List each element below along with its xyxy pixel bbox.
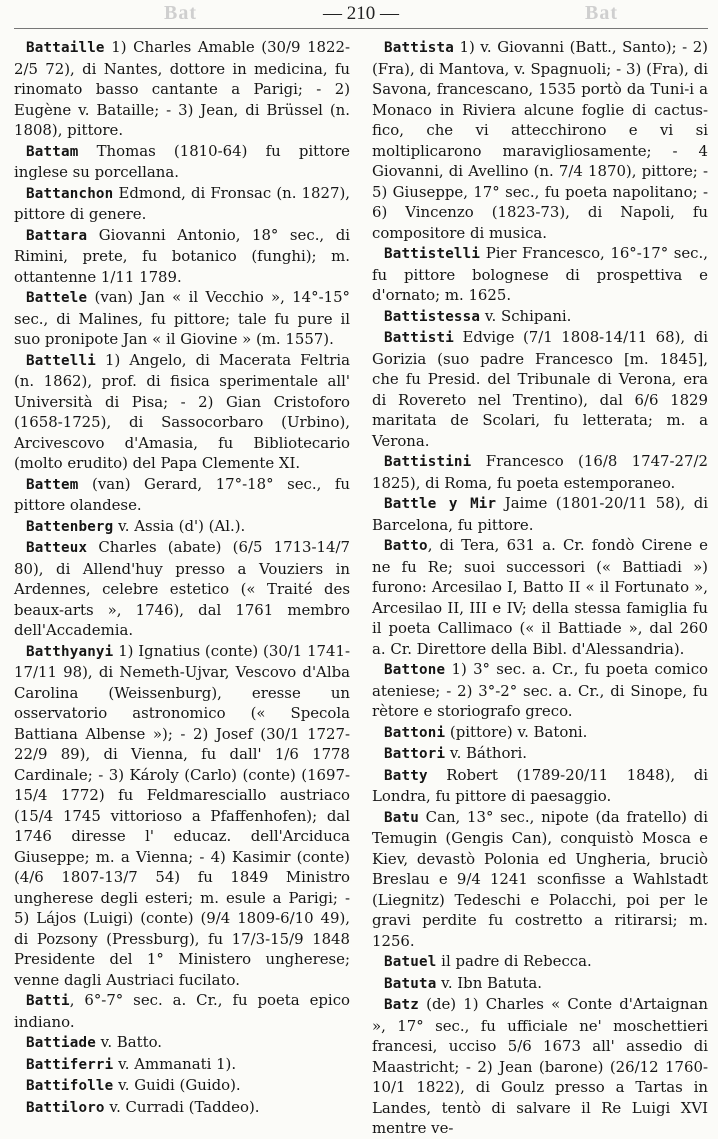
- dictionary-entry: [14, 1097, 350, 1119]
- entry-text: Jaime (1801-20/11 58), di Barcelona, fu pittore.: [372, 494, 708, 534]
- dictionary-entry: [372, 951, 708, 973]
- entry-text: 1) Ignatius (conte) (30/1 1741-17/11 98), di Nemeth-Ujvar, Vescovo d'Alba Carolina (Weissenburg), eresse un osservatorio astronomico (« Specola Battiana Albense »); - 2) Josef (30/1 1727-22/9 89), di Vienna, fu dall' 1/6 1778 Cardinale; - 3) Károly (Carlo) (conte) (1697-15/4 1772) fu Feldmaresciallo austriaco (15/4 1745 vittorioso a Pfaffenhofen); dal 1746 diresse l' educaz. dell'Arciduca Giuseppe; m. a Vienna; - 4) Kasimir (conte) (4/6 1807-13/7 54) fu 1849 Ministro ungherese degli esteri; m. esule a Parigi; - 5) Lájos (Luigi) (conte) (9/4 1809-6/10 49), di Pozsony (Pressburg), fu 17/3-15/9 1848 Presidente del 1° Ministero ungherese; venne dagli Austriaci fucilato.: [14, 641, 350, 989]
- dictionary-entry: [372, 973, 708, 995]
- dictionary-entry: [14, 1054, 350, 1076]
- entry-headword: Battiloro: [26, 1099, 105, 1116]
- header-left-word: Bat: [164, 2, 197, 24]
- entry-text: 1) Charles Amable (30/9 1822-2/5 72), di Nantes, dottore in medicina, fu rinomato basso cantante a Parigi; - 2) Eugène v. Bataille; - 3) Jean, di Brüssel (n. 1808), pittore.: [14, 38, 350, 139]
- dictionary-entry: [14, 537, 350, 641]
- page-header: [14, 0, 708, 29]
- entry-headword: Batuel: [384, 954, 437, 970]
- left-column: [14, 37, 350, 1139]
- dictionary-entry: [14, 225, 350, 288]
- entry-headword: Battam: [26, 143, 79, 160]
- entry-headword: Batthyanyi: [26, 643, 114, 660]
- dictionary-entry: [372, 535, 708, 659]
- dictionary-entry: [372, 807, 708, 952]
- entry-headword: Battistini: [384, 454, 472, 470]
- entry-headword: Battiade: [26, 1035, 96, 1051]
- entry-text: , 6°-7° sec. a. Cr., fu poeta epico indiano.: [14, 991, 350, 1031]
- entry-headword: Batteux: [26, 540, 88, 556]
- entry-headword: Battele: [26, 290, 88, 306]
- entry-headword: Battone: [384, 662, 446, 678]
- dictionary-entry: [14, 516, 350, 538]
- entry-headword: Battiferri: [26, 1056, 114, 1073]
- entry-text: v. Schipani.: [480, 306, 572, 325]
- entry-text: Pier Francesco, 16°-17° sec., fu pittore bolognese di prospettiva e d'ornato; m. 1625.: [372, 244, 708, 304]
- right-column: [372, 37, 708, 1139]
- entry-text: Can, 13° sec., nipote (da fratello) di Temugin (Gengis Can), conquistò Mosca e Kiev, devastò Polonia ed Ungheria, bruciò Breslau e 9/4 1241 sconfisse a Wahlstadt (Liegnitz) Tedeschi e Polacchi, poi per le gravi perdite fu costretto a ritirarsi; m. 1256.: [372, 807, 708, 950]
- entry-text: v. Batto.: [95, 1033, 163, 1051]
- dictionary-entry: [14, 183, 350, 225]
- entry-text: Charles (abate) (6/5 1713-14/7 80), di Allend'huy presso a Vouziers in Ardennes, celebre estetico (« Traité des beaux-arts », 1746), dal 1761 membro dell'Accademia.: [14, 538, 350, 639]
- entry-headword: Battoni: [384, 724, 446, 741]
- entry-headword: Battanchon: [26, 185, 114, 202]
- entry-text: 1) v. Giovanni (Batt., Santo); - 2) (Fra), di Mantova, v. Spagnuoli; - 3) (Fra), di Savona, francescano, 1535 portò da Tuni-i a Monaco in Riviera alcune foglie di cactus-fico, che vi attecchirono e vi si moltiplicarono maravigliosamente; - 4 Giovanni, di Avellino (n. 7/4 1870), pittore; - 5) Giuseppe, 17° sec., fu poeta napolitano; - 6) Vincenzo (1823-73), di Napoli, fu compositore di musica.: [372, 38, 708, 242]
- entry-headword: Battelli: [26, 352, 96, 369]
- entry-text: il padre di Rebecca.: [436, 952, 592, 970]
- dictionary-entry: [372, 994, 708, 1139]
- entry-headword: Battenberg: [26, 518, 114, 535]
- entry-text: (pittore) v. Batoni.: [445, 722, 588, 741]
- entry-headword: Batty: [384, 767, 428, 784]
- dictionary-entry: [14, 641, 350, 991]
- entry-text: , di Tera, 631 a. Cr. fondò Cirene e ne fu Re; suoi successori (« Battiadi ») furono: Arcesilao I, Batto II « il Fortunato », Arcesilao II, III e IV; della stessa famiglia fu il poeta Callimaco (« il Battiade », dal 260 a. Cr. Direttore della Bibl. d'Alessandria).: [372, 536, 708, 658]
- entry-headword: Batto: [384, 538, 428, 554]
- entry-text: Edvige (7/1 1808-14/11 68), di Gorizia (suo padre Francesco [m. 1845], che fu Presid. del Tribunale di Verona, era di Rovereto nel Trentino), dal 6/6 1829 maritata de Scolari, fu letterata; m. a Verona.: [372, 328, 708, 450]
- entry-headword: Batu: [384, 809, 419, 826]
- entry-headword: Battistessa: [384, 308, 481, 325]
- dictionary-entry: [372, 659, 708, 722]
- entry-text: Edmond, di Fronsac (n. 1827), pittore di genere.: [14, 183, 350, 223]
- dictionary-entry: [14, 287, 350, 350]
- text-columns: [14, 37, 708, 1139]
- entry-text: Giovanni Antonio, 18° sec., di Rimini, prete, fu botanico (funghi); m. ottantenne 1/11 1789.: [14, 225, 350, 286]
- entry-text: v. Ibn Batuta.: [436, 973, 543, 992]
- page-number: — 210 —: [323, 3, 399, 24]
- entry-text: Robert (1789-20/11 1848), di Londra, fu pittore di paesaggio.: [372, 765, 708, 805]
- dictionary-entry: [372, 306, 708, 328]
- entry-headword: Battisti: [384, 330, 454, 346]
- dictionary-entry: [14, 1032, 350, 1054]
- dictionary-entry: [14, 37, 350, 141]
- dictionary-entry: [14, 1075, 350, 1097]
- dictionary-entry: [372, 243, 708, 306]
- entry-text: v. Báthori.: [445, 744, 528, 762]
- entry-text: 1) Angelo, di Macerata Feltria (n. 1862), prof. di fisica sperimentale all' Università di Pisa; - 2) Gian Cristoforo (1658-1725), di Sassocorbaro (Urbino), Arcivescovo d'Amasia, fu Bibliotecario (molto erudito) del Papa Clemente XI.: [14, 350, 350, 472]
- dictionary-entry: [14, 350, 350, 474]
- entry-headword: Battaille: [26, 40, 105, 56]
- entry-text: 1) 3° sec. a. Cr., fu poeta comico ateniese; - 2) 3°-2° sec. a. Cr., di Sinope, fu rètore e storiografo greco.: [372, 660, 708, 720]
- entry-text: v. Assia (d') (Al.).: [113, 516, 246, 535]
- header-right-word: Bat: [585, 2, 618, 24]
- dictionary-entry: [14, 474, 350, 516]
- dictionary-entry: [372, 493, 708, 535]
- entry-text: (van) Jan « il Vecchio », 14°-15° sec., di Malines, fu pittore; tale fu pure il suo pronipote Jan « il Giovine » (m. 1557).: [14, 288, 350, 348]
- entry-headword: Batz: [384, 997, 419, 1013]
- entry-text: (de) 1) Charles « Conte d'Artaignan », 17° sec., fu ufficiale ne' moschettieri francesi, ucciso 5/6 1673 all' assedio di Maastricht; - 2) Jean (barone) (26/12 1760-10/1 1822), di Goulz presso a Tartas in Landes, tentò di salvare il Re Luigi XVI mentre ve-: [372, 995, 708, 1137]
- entry-headword: Battori: [384, 746, 446, 762]
- dictionary-entry: [372, 765, 708, 807]
- dictionary-entry: [372, 451, 708, 493]
- entry-text: v. Ammanati 1).: [113, 1054, 237, 1073]
- entry-headword: Battifolle: [26, 1078, 114, 1094]
- entry-text: (van) Gerard, 17°-18° sec., fu pittore olandese.: [14, 474, 350, 514]
- entry-text: Francesco (16/8 1747-27/2 1825), di Roma, fu poeta estemporaneo.: [372, 452, 708, 492]
- entry-headword: Batuta: [384, 975, 437, 992]
- dictionary-entry: [14, 990, 350, 1032]
- entry-headword: Battle y Mir: [384, 496, 497, 512]
- dictionary-entry: [372, 722, 708, 744]
- entry-text: Thomas (1810-64) fu pittore inglese su porcellana.: [14, 141, 350, 181]
- entry-headword: Battista: [384, 40, 454, 56]
- entry-text: v. Curradi (Taddeo).: [104, 1097, 260, 1116]
- entry-text: v. Guidi (Guido).: [113, 1076, 241, 1094]
- dictionary-entry: [372, 327, 708, 451]
- entry-headword: Battara: [26, 227, 88, 244]
- dictionary-entry: [14, 141, 350, 183]
- entry-headword: Batti: [26, 993, 70, 1009]
- dictionary-entry: [372, 743, 708, 765]
- entry-headword: Battistelli: [384, 246, 481, 262]
- dictionary-entry: [372, 37, 708, 243]
- entry-headword: Battem: [26, 476, 79, 493]
